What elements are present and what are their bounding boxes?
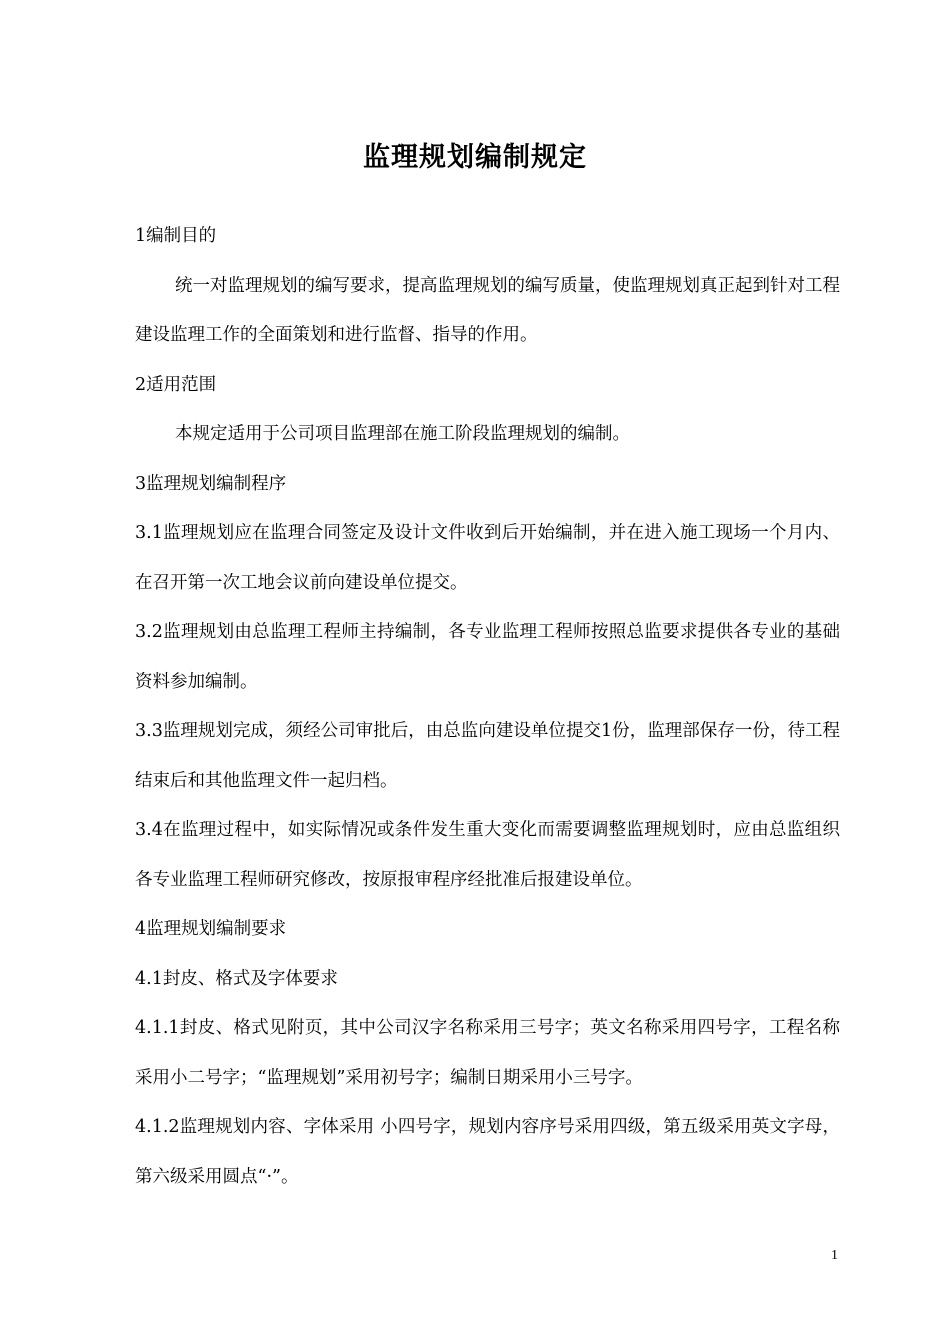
paragraph-purpose: 统一对监理规划的编写要求，提高监理规划的编写质量，使监理规划真正起到针对工程建设监理工作的全面策划和进行监督、指导的作用。 [135,275,840,345]
paragraph-3-3: 3.3监理规划完成，须经公司审批后，由总监向建设单位提交1份，监理部保存一份，待工程结束后和其他监理文件一起归档。 [135,721,840,791]
section-heading-2: 2适用范围 [135,374,217,395]
subsection-heading-4-1: 4.1封皮、格式及字体要求 [135,968,338,989]
paragraph-3-1: 3.1监理规划应在监理合同签定及设计文件收到后开始编制，并在进入施工现场一个月内、在召开第一次工地会议前向建设单位提交。 [135,523,840,593]
page-number: 1 [831,1248,838,1263]
paragraph-3-4: 3.4在监理过程中，如实际情况或条件发生重大变化而需要调整监理规划时，应由总监组织各专业监理工程师研究修改，按原报审程序经批准后报建设单位。 [135,820,840,890]
document-body [135,212,840,1202]
paragraph-4-1-1: 4.1.1封皮、格式见附页，其中公司汉字名称采用三号字；英文名称采用四号字，工程名称采用小二号字；“监理规划”采用初号字；编制日期采用小三号字。 [135,1018,840,1088]
paragraph-scope: 本规定适用于公司项目监理部在施工阶段监理规划的编制。 [175,424,630,444]
document-title: 监理规划编制规定 [363,142,587,174]
paragraph-4-1-2: 4.1.2监理规划内容、字体采用 小四号字，规划内容序号采用四级，第五级采用英文字母，第六级采用圆点“·”。 [135,1117,840,1187]
section-heading-4: 4监理规划编制要求 [135,919,287,939]
section-heading-1: 1编制目的 [135,226,217,246]
section-heading-3: 3监理规划编制程序 [135,473,287,494]
paragraph-3-2: 3.2监理规划由总监理工程师主持编制，各专业监理工程师按照总监要求提供各专业的基础资料参加编制。 [135,622,840,692]
